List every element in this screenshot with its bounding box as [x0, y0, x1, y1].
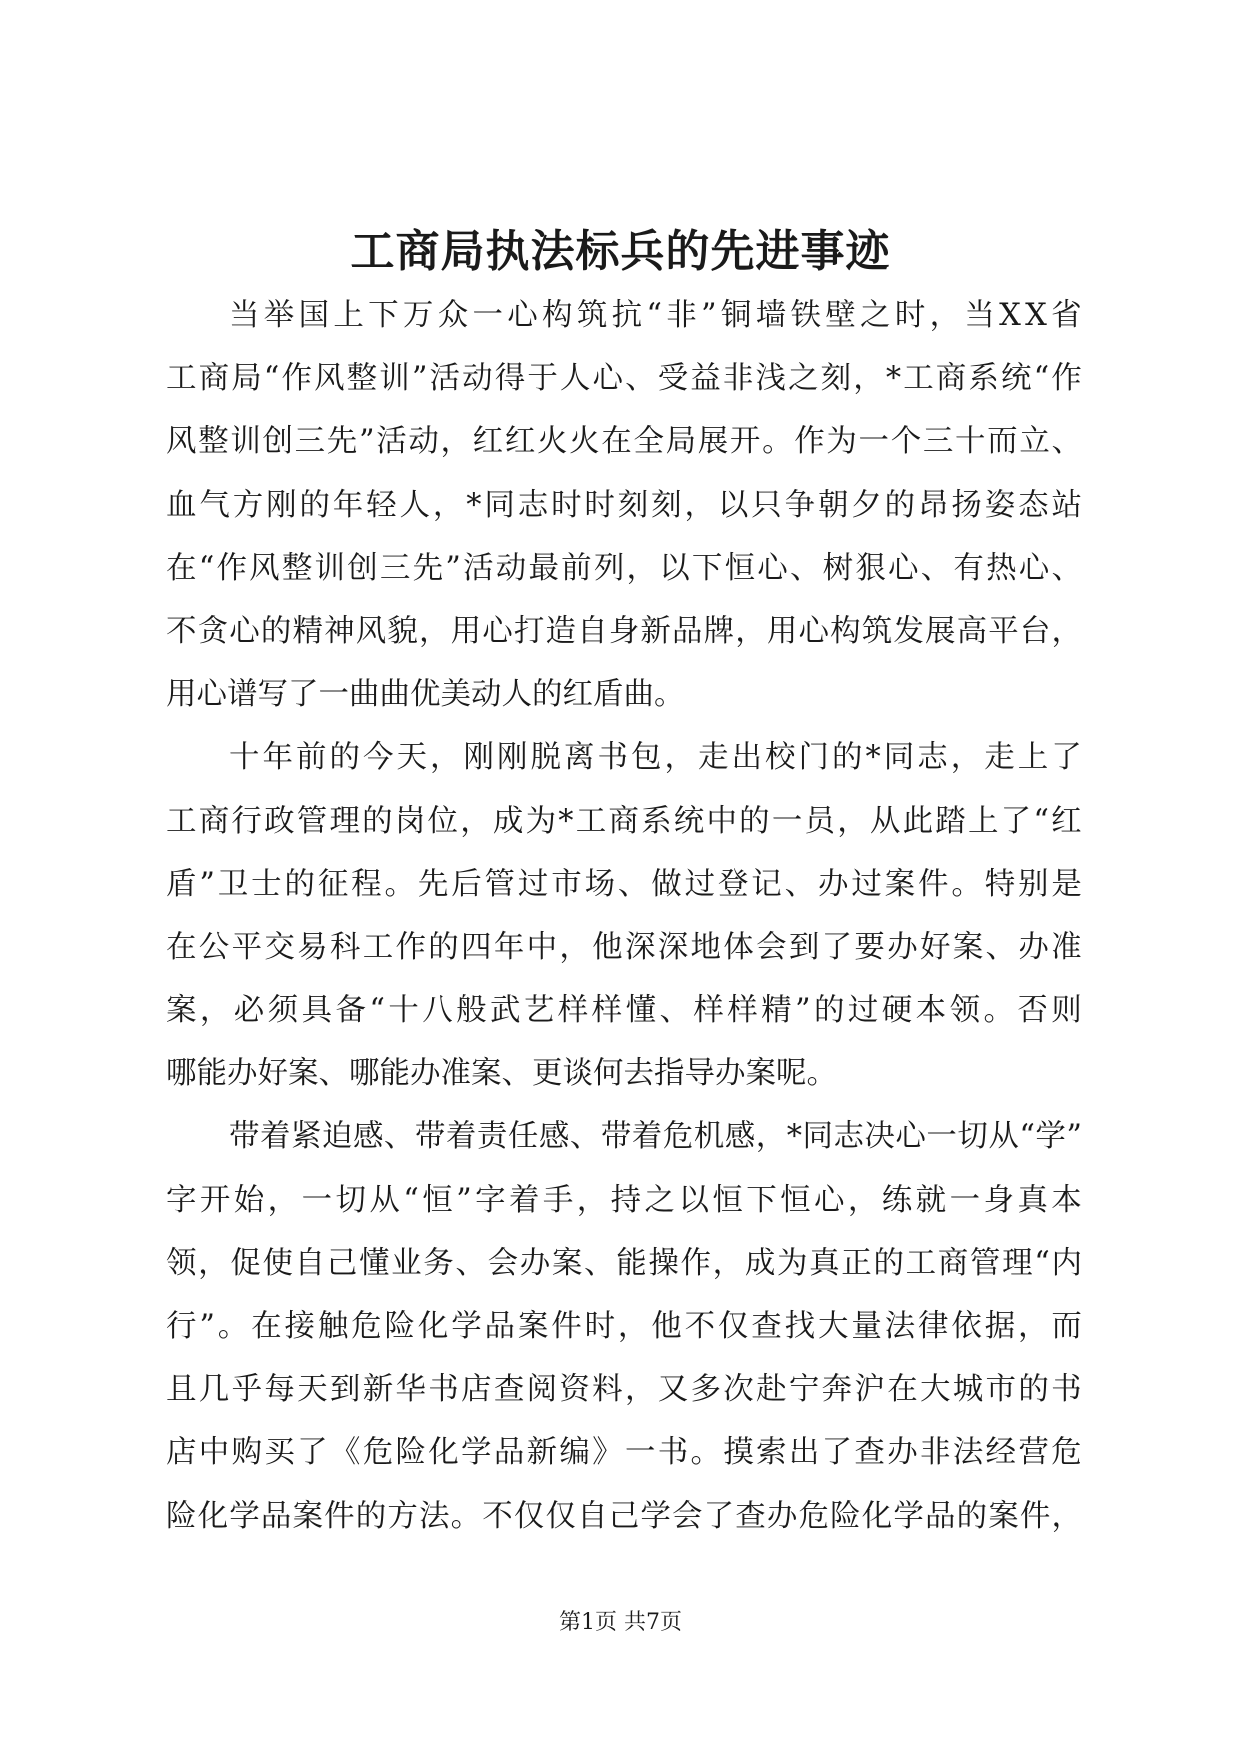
- text-line: 不 贪 心 的 精 神 风 貌 ， 用 心 打 造 自 身 新 品 牌 ， 用 心 构 筑 发 展 高 平 台 ，: [166, 613, 1082, 649]
- document-title: 工商局执法标兵的先进事迹: [350, 226, 891, 277]
- text-line: 哪 能 办 好 案 、 哪 能 办 准 案 、 更 谈 何 去 指 导 办 案 呢 。: [166, 1056, 837, 1092]
- page-footer: 第1页 共7页: [559, 1610, 682, 1635]
- paragraph: [166, 284, 1082, 726]
- text-line: 且 几 乎 每 天 到 新 华 书 店 查 阅 资 料 ， 又 多 次 赴 宁 奔 沪 在 大 城 市 的 书: [166, 1372, 1082, 1408]
- text-line: 带 着 紧 迫 感 、 带 着 责 任 感 、 带 着 危 机 感 ， * 同 志 决 心 一 切 从 “ 学 ”: [229, 1119, 1082, 1155]
- text-line: 工 商 局 “ 作 风 整 训 ” 活 动 得 于 人 心 、 受 益 非 浅 之 刻 ， * 工 商 系 统 “ 作: [166, 361, 1082, 397]
- text-line: 盾 ” 卫 士 的 征 程 。 先 后 管 过 市 场 、 做 过 登 记 、 办 过 案 件 。 特 别 是: [166, 866, 1082, 902]
- text-line: 十 年 前 的 今 天 ， 刚 刚 脱 离 书 包 ， 走 出 校 门 的 * 同 志 ， 走 上 了: [229, 740, 1082, 776]
- paragraph: [166, 726, 1082, 1105]
- text-line: 工 商 行 政 管 理 的 岗 位 ， 成 为 * 工 商 系 统 中 的 一 员 ， 从 此 踏 上 了 “ 红: [166, 803, 1082, 839]
- text-line: 店 中 购 买 了 《 危 险 化 学 品 新 编 》 一 书 。 摸 索 出 了 查 办 非 法 经 营 危: [166, 1435, 1082, 1471]
- text-line: 在 “ 作 风 整 训 创 三 先 ” 活 动 最 前 列 ， 以 下 恒 心 、 树 狠 心 、 有 热 心 、: [166, 550, 1082, 586]
- text-line: 当 举 国 上 下 万 众 一 心 构 筑 抗 “ 非 ” 铜 墙 铁 壁 之 时 ， 当 X X 省: [229, 298, 1082, 333]
- text-line: 风 整 训 创 三 先 ” 活 动 ， 红 红 火 火 在 全 局 展 开 。 作 为 一 个 三 十 而 立 、: [166, 424, 1082, 460]
- text-line: 在 公 平 交 易 科 工 作 的 四 年 中 ， 他 深 深 地 体 会 到 了 要 办 好 案 、 办 准: [166, 929, 1082, 965]
- text-line: 案 ， 必 须 具 备 “ 十 八 般 武 艺 样 样 懂 、 样 样 精 ” 的 过 硬 本 领 。 否 则: [166, 993, 1082, 1029]
- text-line: 用 心 谱 写 了 一 曲 曲 优 美 动 人 的 红 盾 曲 。: [166, 677, 685, 713]
- text-line: 领 ， 促 使 自 己 懂 业 务 、 会 办 案 、 能 操 作 ， 成 为 真 正 的 工 商 管 理 “ 内: [166, 1245, 1082, 1281]
- text-line: 行 ” 。 在 接 触 危 险 化 学 品 案 件 时 ， 他 不 仅 查 找 大 量 法 律 依 据 ， 而: [166, 1309, 1082, 1344]
- paragraph: [166, 1105, 1082, 1547]
- text-line: 字 开 始 ， 一 切 从 “ 恒 ” 字 着 手 ， 持 之 以 恒 下 恒 心 ， 练 就 一 身 真 本: [166, 1182, 1082, 1218]
- text-line: 险 化 学 品 案 件 的 方 法 。 不 仅 仅 自 己 学 会 了 查 办 危 险 化 学 品 的 案 件 ，: [166, 1498, 1082, 1534]
- text-line: 血 气 方 刚 的 年 轻 人 ， * 同 志 时 时 刻 刻 ， 以 只 争 朝 夕 的 昂 扬 姿 态 站: [166, 487, 1082, 523]
- document-body: [166, 284, 1082, 1548]
